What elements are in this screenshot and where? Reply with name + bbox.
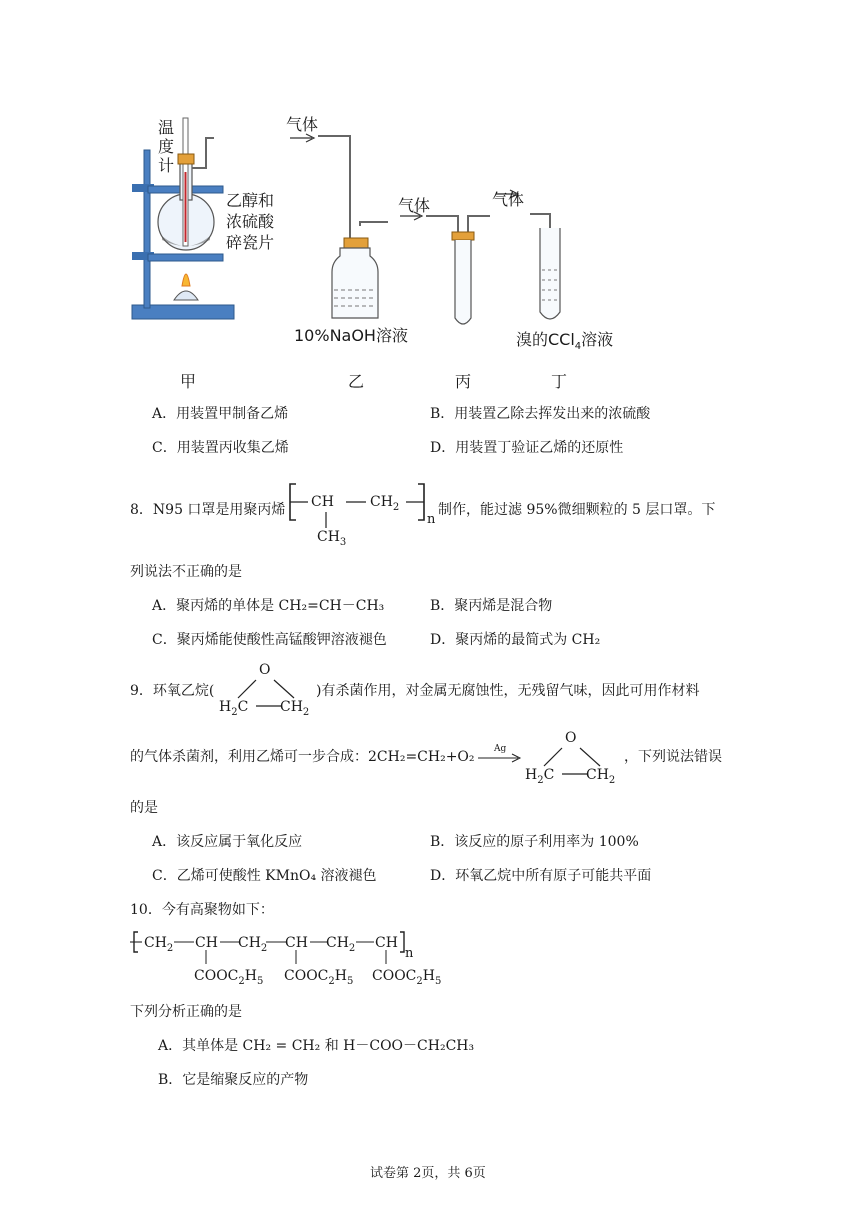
catalyst-label: Ag [494, 744, 507, 754]
q8-option-d: D．聚丙烯的最简式为 CH₂ [430, 632, 601, 648]
apparatus-figure [0, 0, 860, 360]
q10-question: 下列分析正确的是 [130, 1004, 242, 1020]
apparatus-name-yi: 乙 [348, 372, 365, 391]
page-footer: 试卷第 2页，共 6页 [370, 1166, 486, 1181]
polymer-n: n [405, 946, 414, 961]
side-group-3: $COOC_2H_5$ [372, 968, 442, 987]
apparatus-name-ding: 丁 [551, 372, 568, 391]
q9-option-a: A．该反应属于氧化反应 [152, 834, 303, 850]
q7-option-d: D．用装置丁验证乙烯的还原性 [430, 440, 624, 456]
polymer-unit-4: CH [285, 935, 308, 951]
polymer-unit-6: CH [375, 935, 398, 951]
q10-stem: 10．今有高聚物如下： [130, 902, 274, 918]
apparatus-name-bing: 丙 [455, 372, 472, 391]
epoxide-2-right: $CH_2$ [586, 767, 616, 786]
apparatus-name-jia: 甲 [180, 372, 197, 391]
q9-line2-start: 的气体杀菌剂，利用乙烯可一步合成：2CH₂=CH₂+O₂ [130, 749, 475, 765]
epoxide-1-o: O [259, 662, 271, 678]
epoxide-1-right: $CH_2$ [280, 699, 310, 718]
apparatus-jia [132, 118, 234, 319]
q7-option-a: A．用装置甲制备乙烯 [152, 406, 289, 422]
q10-option-b: B．它是缩聚反应的产物 [158, 1072, 309, 1088]
q9-stem-start: 9．环氧乙烷( [130, 683, 215, 699]
epoxide-2-o: O [565, 730, 577, 746]
apparatus-yi [290, 134, 388, 318]
reagent-label: 乙醇和 浓硫酸 碎瓷片 [226, 191, 275, 252]
polymer-unit-3: $CH_2$ [238, 935, 268, 954]
q9-line3: 的是 [130, 800, 158, 816]
polymer-unit-5: $CH_2$ [326, 935, 356, 954]
q8-option-c: C．聚丙烯能使酸性高锰酸钾溶液褪色 [152, 632, 387, 648]
q8-stem-line2: 列说法不正确的是 [130, 564, 242, 580]
bromine-solution-label: 溴的CCl$_4$溶液 [516, 330, 614, 353]
gas-label-ding: 气体 [492, 190, 525, 209]
q7-option-b: B．用装置乙除去挥发出来的浓硫酸 [430, 406, 651, 422]
polypropylene-structure [288, 478, 428, 550]
polymer-unit-1: $CH_2$ [144, 935, 174, 954]
epoxide-2-left: $H_2C$ [525, 767, 555, 786]
q8-stem-end: 制作，能过滤 95%微细颗粒的 5 层口罩。下 [438, 502, 716, 518]
pp-ch2: $CH_2$ [370, 494, 400, 513]
pp-ch3: $CH_3$ [317, 529, 347, 548]
gas-label-yi: 气体 [286, 115, 319, 134]
side-group-2: $COOC_2H_5$ [284, 968, 354, 987]
pp-ch: CH [311, 494, 334, 510]
thermometer-label: 温 度 计 [158, 118, 175, 175]
pp-n: n [427, 512, 436, 527]
q9-option-c: C．乙烯可使酸性 KMnO₄ 溶液褪色 [152, 868, 377, 884]
epoxide-1-left: $H_2C$ [219, 699, 249, 718]
q8-option-a: A．聚丙烯的单体是 CH₂=CH－CH₃ [152, 598, 385, 614]
q9-stem-end: )有杀菌作用，对金属无腐蚀性，无残留气味，因此可用作材料 [316, 683, 700, 699]
apparatus-bing [400, 212, 490, 324]
q7-option-c: C．用装置丙收集乙烯 [152, 440, 289, 456]
q8-option-b: B．聚丙烯是混合物 [430, 598, 553, 614]
q8-stem-start: 8．N95 口罩是用聚丙烯 [130, 502, 286, 518]
naoh-solution-label: 10%NaOH溶液 [294, 326, 408, 345]
gas-label-bing: 气体 [398, 196, 431, 215]
q10-option-a: A．其单体是 CH₂ = CH₂ 和 H－COO－CH₂CH₃ [158, 1038, 475, 1054]
polymer-unit-2: CH [195, 935, 218, 951]
q9-line2-end: ，下列说法错误 [624, 749, 722, 765]
q9-option-b: B．该反应的原子利用率为 100% [430, 834, 639, 850]
q9-option-d: D．环氧乙烷中所有原子可能共平面 [430, 868, 652, 884]
side-group-1: $COOC_2H_5$ [194, 968, 264, 987]
